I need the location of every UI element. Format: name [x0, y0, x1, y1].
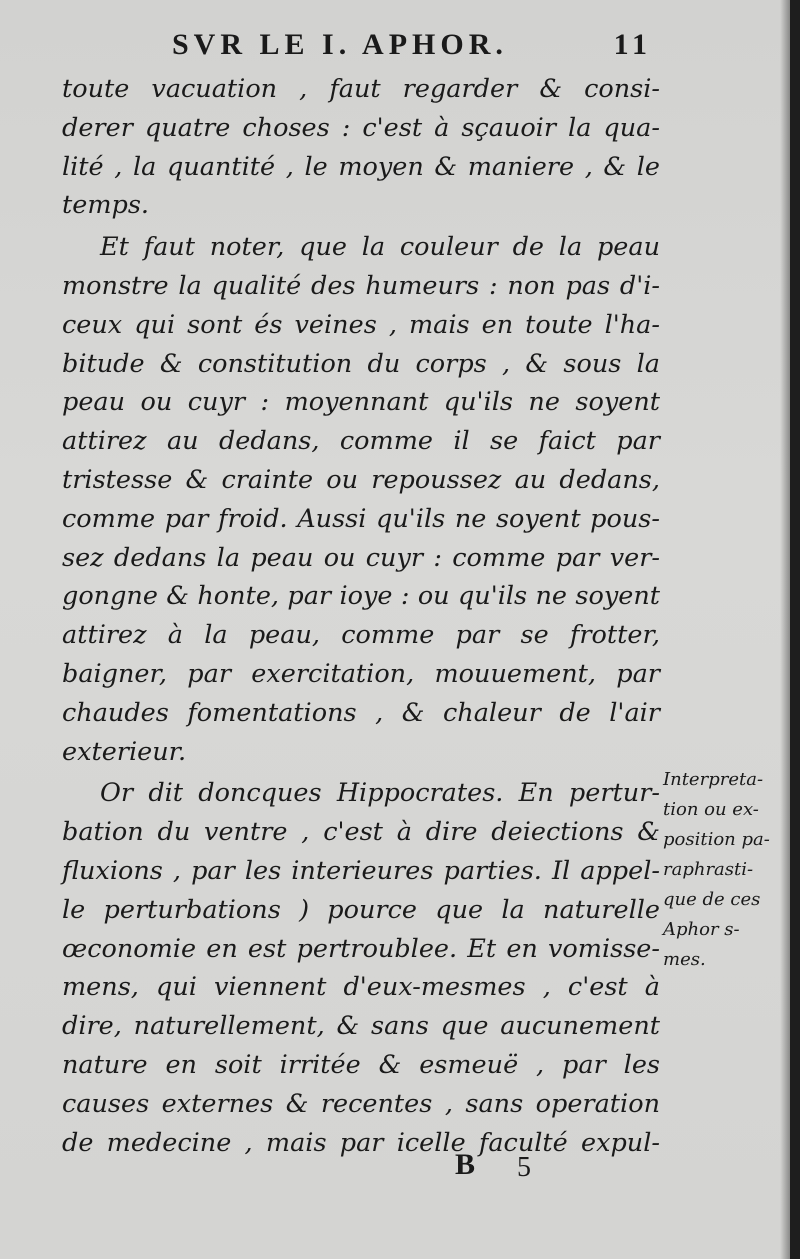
text-line: Et faut noter, que la couleur de la peau: [100, 232, 660, 263]
marginal-note-line: raphrasti-: [663, 859, 754, 880]
text-line: baigner, par exercitation, mouuement, par: [62, 658, 660, 689]
text-line: Or dit doncques Hippocrates. En pertur-: [100, 778, 660, 809]
text-line: exterieur.: [62, 736, 187, 767]
text-line: attirez à la peau, comme par se frotter,: [62, 620, 660, 651]
text-line: temps.: [62, 190, 150, 221]
page-number: 11: [613, 28, 652, 61]
signature-mark: B: [455, 1148, 476, 1181]
text-line: lité , la quantité , le moyen & maniere , & le: [62, 151, 660, 182]
text-line: sez dedans la peau ou cuyr : comme par ver-: [62, 542, 660, 573]
marginal-note-line: que de ces: [663, 889, 761, 910]
marginal-note-line: Aphor s-: [663, 919, 740, 940]
marginal-note-line: position pa-: [663, 829, 770, 850]
marginal-note-line: mes.: [663, 949, 706, 970]
text-line: dire, naturellement, & sans que aucunement: [62, 1011, 660, 1042]
text-line: derer quatre choses : c'est à sçauoir la qua-: [62, 112, 660, 143]
text-line: bitude & constitution du corps , & sous la: [62, 348, 660, 379]
page-header: [172, 28, 672, 68]
text-line: gongne & honte, par ioye : ou qu'ils ne soyent: [62, 581, 660, 612]
body-text: [62, 70, 660, 1162]
text-line: tristesse & crainte ou repoussez au dedans,: [62, 464, 660, 495]
text-line: œconomie en est pertroublee. Et en vomisse-: [62, 933, 660, 964]
text-line: nature en soit irritée & esmeuë , par les: [62, 1049, 660, 1080]
text-line: bation du ventre , c'est à dire deiections &: [62, 817, 660, 848]
text-line: toute vacuation , faut regarder & consi-: [62, 74, 660, 104]
text-line: comme par froid. Aussi qu'ils ne soyent pous-: [62, 503, 660, 534]
running-head: SVR LE I. APHOR.: [172, 28, 508, 61]
signature-number: 5: [517, 1152, 531, 1183]
text-line: monstre la qualité des humeurs : non pas d'i-: [62, 270, 660, 301]
text-line: attirez au dedans, comme il se faict par: [62, 426, 660, 457]
text-line: fluxions , par les interieures parties. Il appel-: [62, 855, 660, 886]
marginal-note-line: Interpreta-: [663, 769, 764, 790]
text-line: de medecine , mais par icelle faculté expul-: [62, 1127, 660, 1158]
marginal-note: [663, 765, 785, 975]
page-footer: [455, 1148, 575, 1188]
text-line: chaudes fomentations , & chaleur de l'air: [62, 697, 660, 728]
text-line: mens, qui viennent d'eux-mesmes , c'est à: [62, 972, 660, 1003]
text-line: le perturbations ) pource que la naturelle: [62, 894, 660, 925]
marginal-note-line: tion ou ex-: [663, 799, 759, 820]
text-line: peau ou cuyr : moyennant qu'ils ne soyent: [62, 387, 660, 418]
text-line: ceux qui sont és veines , mais en toute l'ha-: [62, 309, 660, 340]
text-line: causes externes & recentes , sans operation: [62, 1088, 660, 1119]
